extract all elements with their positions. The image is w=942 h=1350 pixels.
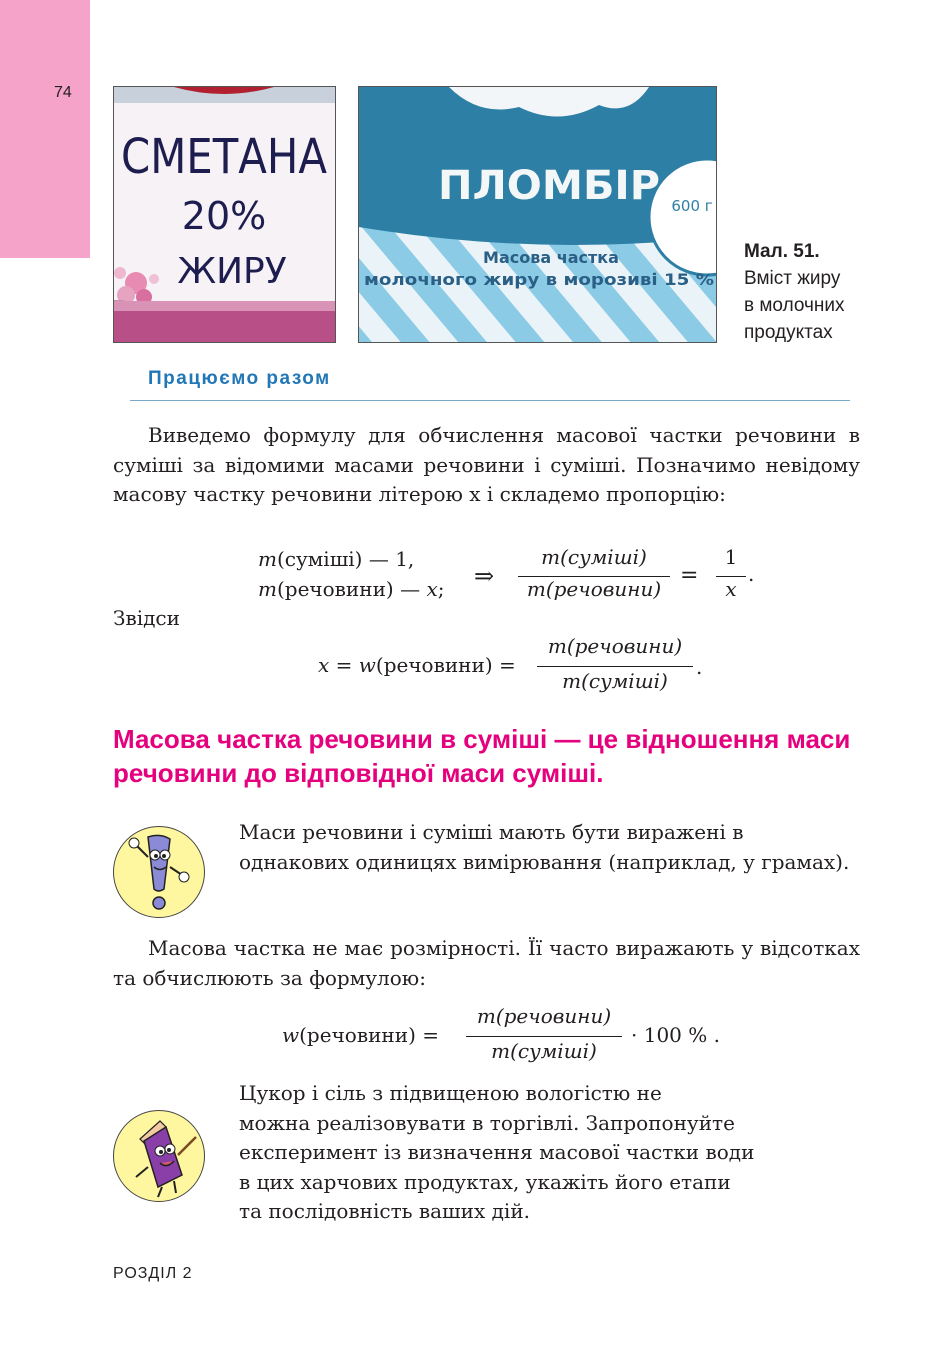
fraction-numerator: m(речовини) [547, 634, 683, 658]
formula1-lhs [318, 651, 516, 680]
figure-caption [744, 238, 845, 346]
fraction-bar [466, 1036, 622, 1037]
w-symbol: w [358, 653, 376, 677]
fraction-numerator: m(речовини) [476, 1004, 612, 1028]
zvidsy-text: Звідси [113, 606, 180, 630]
sour-cream-photo [113, 86, 336, 343]
ice-cream-photo [358, 86, 717, 343]
note-units: Маси речовини і суміші мають бути виражені в однакових одиницях вимірювання (наприклад, у грамах). [239, 820, 850, 874]
ice-cream-label-line1: Масова частка [483, 248, 619, 267]
formula2-lhs-text: (речовини) = [299, 1023, 439, 1047]
pencil-mascot-icon [113, 1110, 205, 1202]
fraction-denominator: m(речовини) [526, 577, 662, 601]
page-number: 74 [54, 84, 72, 101]
task-line: експеримент із визначення масової частки води [239, 1140, 755, 1164]
section-title: Працюємо разом [148, 368, 331, 389]
x-variable: x [318, 653, 330, 677]
ice-cream-package-image [359, 87, 716, 342]
exclamation-mascot-icon [113, 826, 205, 918]
fraction-denominator: x [725, 577, 737, 601]
mass-symbol: m [258, 577, 277, 601]
proportion-line1-text: (суміші) — 1, [276, 547, 415, 571]
formula1-end: . [696, 655, 703, 679]
proportion-line2-end: ; [437, 577, 445, 601]
fraction-numerator: 1 [724, 545, 738, 569]
x-variable: x [426, 577, 438, 601]
chapter-tab [0, 0, 90, 258]
proportion-line1 [258, 545, 414, 574]
figure-caption-line: Вміст жиру [744, 268, 841, 289]
task-experiment [239, 1079, 859, 1227]
task-line: та послідовність ваших дій. [239, 1199, 531, 1223]
figure-caption-line: в молочних [744, 295, 845, 316]
fraction-denominator: m(суміші) [491, 1039, 597, 1063]
proportion-line2 [258, 575, 444, 604]
chapter-footer: РОЗДІЛ 2 [113, 1265, 193, 1282]
equals-text: = [329, 653, 359, 677]
formula2-fraction [466, 1004, 622, 1066]
sour-cream-fat-label: ЖИРУ [177, 251, 287, 292]
sour-cream-package-image [114, 87, 335, 342]
task-line: можна реалізовувати в торгівлі. Запропонуйте [239, 1110, 735, 1135]
paragraph-percent: Масова частка не має розмірності. Її часто виражають у відсотках та обчислюють за формулою: [113, 936, 860, 990]
paragraph-derivation: Виведемо формулу для обчислення масової частки речовини в суміші за відомими масами речовини і суміші. Позначимо невідому масову частку речовини літерою x і складемо пропорцію: [113, 423, 860, 506]
ice-cream-brand: ПЛОМБІР [438, 163, 660, 209]
task-line: в цих харчових продуктах, укажіть його етапи [239, 1169, 731, 1194]
formula2-rhs: · 100 % . [631, 1023, 720, 1047]
ice-cream-weight: 600 г [671, 197, 713, 215]
proportion-line2-text: (речовини) — [276, 577, 427, 601]
mass-ratio-fraction [518, 545, 670, 605]
task-line: Цукор і сіль з підвищеною вологістю не [239, 1081, 662, 1105]
sour-cream-title: СМЕТАНА [121, 129, 328, 185]
w-symbol: w [282, 1023, 300, 1047]
figure-caption-title: Мал. 51. [744, 241, 820, 262]
definition-highlight: Масова частка речовини в суміші — це відношення маси речовини до відповідної маси суміші. [113, 724, 851, 788]
fraction-denominator: m(суміші) [562, 669, 668, 693]
mass-symbol: m [258, 547, 277, 571]
ice-cream-label-line2: молочного жиру в морозиві 15 % [364, 270, 714, 289]
fraction-numerator: m(суміші) [541, 545, 647, 569]
formula1-fraction [537, 634, 693, 696]
formula1-lhs-text: (речовини) = [375, 653, 516, 677]
equals-sign: = [680, 563, 699, 588]
one-over-x-fraction [716, 545, 746, 605]
figure-caption-line: продуктах [744, 322, 833, 343]
sour-cream-percent: 20% [181, 194, 267, 238]
implies-arrow: ⇒ [474, 562, 495, 590]
formula2-lhs [282, 1021, 439, 1050]
section-divider [130, 400, 850, 401]
fraction-bar [537, 666, 693, 667]
proportion-end: . [748, 562, 755, 586]
